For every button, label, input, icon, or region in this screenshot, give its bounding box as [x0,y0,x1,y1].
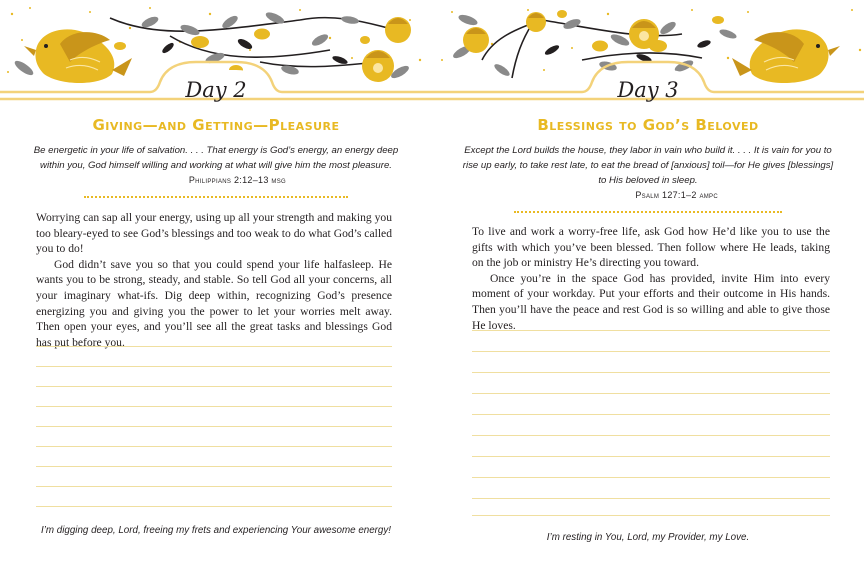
journal-line[interactable] [472,393,830,394]
dotted-divider [514,211,782,213]
journal-line[interactable] [36,506,392,507]
right-page [432,0,864,576]
scripture-quote: Be energetic in your life of salvation. . . . That energy is God’s energy, an energy deep within you, God himself willing and working at what will give him the most pleasure. [33,145,399,171]
day-label: Day 3 [617,78,679,102]
bird-icon [24,29,132,83]
journal-line[interactable] [36,366,392,367]
journal-line[interactable] [472,435,830,436]
journal-line[interactable] [472,372,830,373]
journal-line[interactable] [36,406,392,407]
journal-line[interactable] [472,515,830,516]
dotted-divider [84,196,348,198]
bird-icon [732,29,840,83]
paragraph: God didn’t save you so that you could spend your life halfasleep. He wants you to be strong, steady, and stable. So tell God all your concerns, all your imaginary what-ifs. Dig deep within, recognizing God’s presence energizing you and giving you the power to let your worries melt away. Then open your eyes, and you’ll see all the great tasks and blessings God has put before you. [36,257,392,349]
journal-line[interactable] [36,466,392,467]
journal-line[interactable] [36,486,392,487]
scripture-reference: Psalm 127:1–2 ampc [635,190,718,200]
journal-line[interactable] [36,346,392,347]
journal-line[interactable] [472,351,830,352]
paragraph: Once you’re in the space God has provided, invite Him into every moment of your workday. Put your efforts and their outcome in His hands. Then you’ll have the peace and rest God is so willing and able to give those He loves. [472,271,830,332]
scripture-reference: Philippians 2:12–13 msg [188,175,286,185]
day-label: Day 2 [185,78,247,102]
journal-line[interactable] [472,330,830,331]
journal-line[interactable] [36,426,392,427]
journal-line[interactable] [472,498,830,499]
devotion-title: Blessings to God’s Beloved [537,116,759,134]
closing-prayer: I’m resting in You, Lord, my Provider, my Love. [546,532,750,543]
paragraph: Worrying can sap all your energy, using up all your strength and making you too bleary-eyed to see God’s blessings and too weak to do what God’s called you to do! [36,211,392,256]
devotion-body [36,210,392,350]
journal-line[interactable] [472,414,830,415]
devotion-body [472,224,830,333]
journal-line[interactable] [472,456,830,457]
scripture-quote: Except the Lord builds the house, they labor in vain who build it. . . . It is vain for you to rise up early, to take rest late, to eat the bread of [anxious] toil—for He gives [blessings] to His beloved in sleep. [462,145,834,186]
journal-line[interactable] [36,386,392,387]
journal-line[interactable] [36,446,392,447]
devotion-title: Giving—and Getting—Pleasure [92,116,340,134]
closing-prayer: I’m digging deep, Lord, freeing my frets and experiencing Your awesome energy! [41,525,391,536]
journal-line[interactable] [472,477,830,478]
paragraph: To live and work a worry-free life, ask God how He’d like you to use the gifts with which you’ve been blessed. Then follow where He leads, taking on the job or ministry He’s directing you toward. [472,225,830,270]
